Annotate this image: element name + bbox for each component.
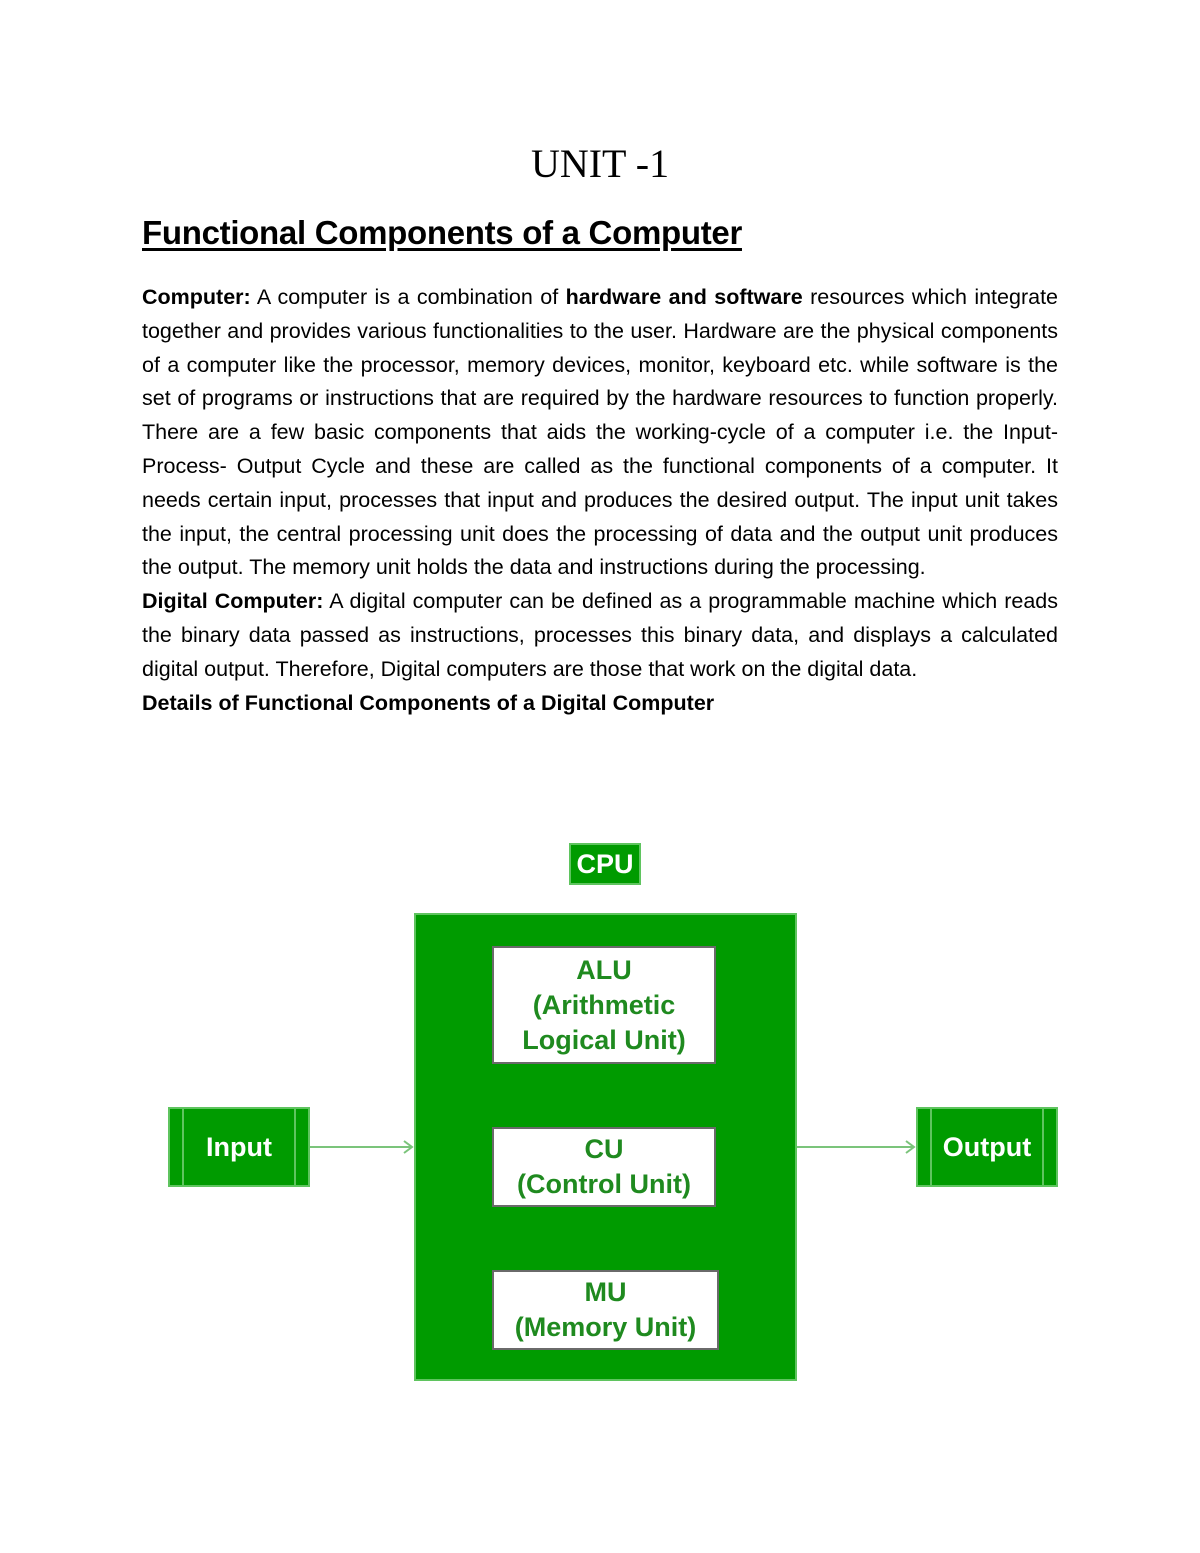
body-text [142,281,1058,720]
input-box-bar-left [182,1109,184,1185]
output-box [916,1107,1058,1187]
digital-computer-label: Digital Computer: [142,589,324,614]
output-box-bar-left [930,1109,932,1185]
digital-computer-text: A digital computer can be defined as a programmable machine which reads the binary data passed as instructions, processes this binary data, and displays a calculated digital output. Therefore, Digital computers are those that work on the digital data. [142,589,1058,681]
computer-text-after: resources which integrate together and provides various functionalities to the user. Hardware are the physical components of a computer like the processor, memory devices, monitor, keyboard etc. while software is the set of programs or instructions that are required by the hardware resources to function properly. There are a few basic components that aids the working-cycle of a computer i.e. the Input- Process- Output Cycle and these are called as the functional components of a computer. It needs certain input, processes that input and produces the desired output. The input unit takes the input, the central processing unit does the processing of data and the output unit produces the output. The memory unit holds the data and instructions during the processing. [142,285,1058,580]
hardware-software-phrase: hardware and software [565,285,803,309]
computer-label: Computer: [142,285,251,309]
alu-line-1: ALU [576,954,632,985]
alu-line-3: Logical Unit) [522,1024,686,1055]
cu-line-2: (Control Unit) [517,1169,691,1199]
output-box-bar-right [1042,1109,1044,1185]
mu-box [492,1270,719,1350]
output-arrow [797,1137,917,1157]
input-label: Input [206,1131,272,1162]
input-box [168,1107,310,1187]
digital-computer-paragraph [142,585,1058,686]
output-label: Output [942,1131,1032,1162]
input-arrow [310,1137,416,1157]
computer-text-before: A computer is a combination of [250,285,566,309]
mu-line-2: (Memory Unit) [514,1312,697,1342]
input-box-bar-right [294,1109,296,1185]
cpu-label: CPU [569,843,641,885]
cu-box [492,1127,716,1207]
details-heading: Details of Functional Components of a Digital Computer [142,690,715,715]
page-heading: Functional Components of a Computer [142,214,742,251]
alu-box [492,946,716,1064]
cu-line-1: CU [584,1134,624,1164]
alu-line-2: (Arithmetic [532,989,676,1020]
mu-line-1: MU [584,1277,627,1307]
unit-title: UNIT -1 [530,141,670,186]
computer-paragraph [142,281,1058,585]
